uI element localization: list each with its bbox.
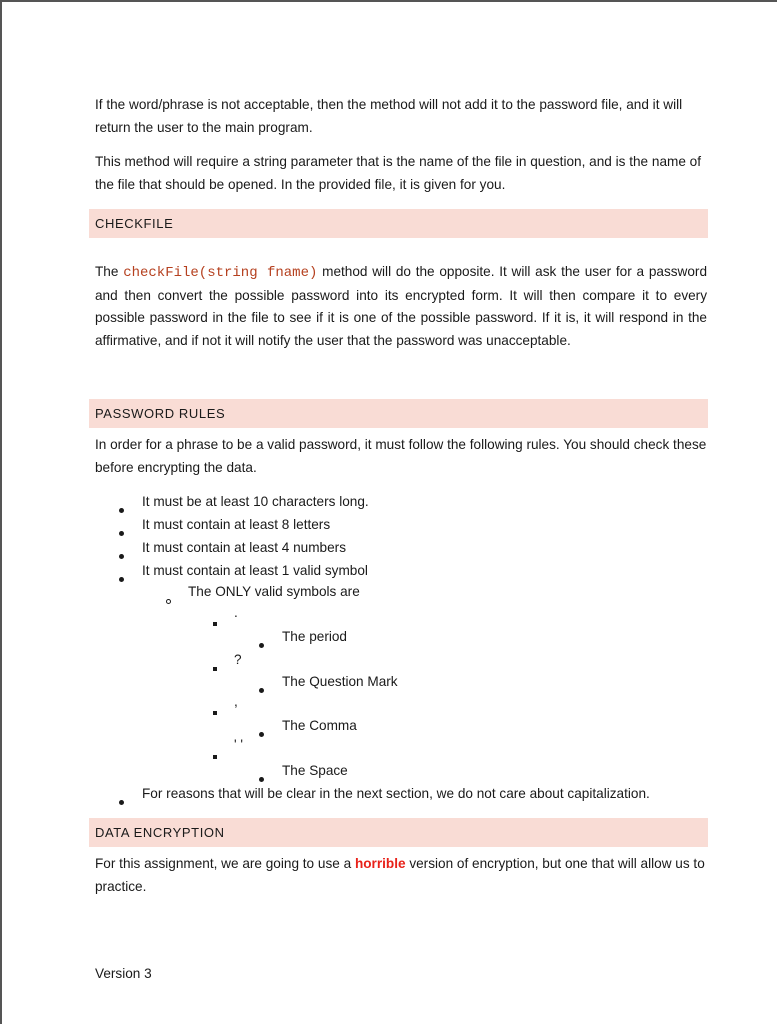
symbol-char: , — [234, 694, 238, 709]
bullet-icon — [119, 523, 124, 541]
bullet-icon — [119, 500, 124, 518]
square-bullet-icon — [213, 613, 217, 631]
bullet-icon — [259, 635, 264, 653]
bullet-icon — [259, 680, 264, 698]
symbol-name: The Space — [282, 763, 348, 778]
version-footer: Version 3 — [95, 966, 152, 981]
bullet-icon — [259, 724, 264, 742]
checkfile-paragraph — [95, 261, 707, 352]
data-encryption-heading: DATA ENCRYPTION — [89, 818, 708, 847]
valid-symbols-label: The ONLY valid symbols are — [188, 584, 360, 599]
symbol-name: The Question Mark — [282, 674, 398, 689]
rule-item: It must contain at least 8 letters — [142, 517, 331, 532]
symbol-name: The Comma — [282, 718, 357, 733]
capitalization-note: For reasons that will be clear in the next section, we do not care about capitalization. — [142, 786, 650, 801]
square-bullet-icon — [213, 702, 217, 720]
password-rules-heading: PASSWORD RULES — [89, 399, 708, 428]
rule-item: It must contain at least 4 numbers — [142, 540, 347, 555]
circle-bullet-icon — [166, 591, 171, 609]
rule-item: It must contain at least 1 valid symbol — [142, 563, 368, 578]
data-encryption-paragraph — [95, 853, 707, 898]
page-border-left — [0, 0, 2, 1024]
square-bullet-icon — [213, 658, 217, 676]
checkfile-body: method will do the opposite. It will ask the user for a password and then convert the possible password into its encrypted form. It will then compare it to every possible password in the file to see if it is one of the possible password. If it is, it will respond in the affirmative, and if not it will notify the user that the password was unacceptable. — [95, 264, 707, 348]
data-encryption-body: version of encryption, but one that will allow us to practice. — [95, 856, 705, 894]
symbol-char: ? — [234, 652, 242, 667]
rule-item: It must be at least 10 characters long. — [142, 494, 369, 509]
checkfile-prefix: The — [95, 264, 119, 279]
symbol-char: ' ' — [234, 737, 243, 752]
symbol-name: The period — [282, 629, 347, 644]
password-rules-intro: In order for a phrase to be a valid password, it must follow the following rules. You should check these before encrypting the data. — [95, 437, 707, 475]
symbol-char: . — [234, 605, 238, 620]
page-border-top — [0, 0, 777, 2]
square-bullet-icon — [213, 746, 217, 764]
checkfile-code: checkFile(string fname) — [123, 265, 318, 281]
bullet-icon — [119, 792, 124, 810]
intro-paragraph-2: This method will require a string parameter that is the name of the file in question, and is the name of the file that should be opened. In the provided file, it is given for you. — [95, 154, 701, 192]
intro-paragraph-1: If the word/phrase is not acceptable, then the method will not add it to the password file, and it will return the user to the main program. — [95, 97, 683, 135]
bullet-icon — [119, 569, 124, 587]
bullet-icon — [119, 546, 124, 564]
data-encryption-highlight: horrible — [354, 856, 406, 871]
checkfile-heading: CHECKFILE — [89, 209, 708, 238]
data-encryption-prefix: For this assignment, we are going to use a — [95, 856, 352, 871]
